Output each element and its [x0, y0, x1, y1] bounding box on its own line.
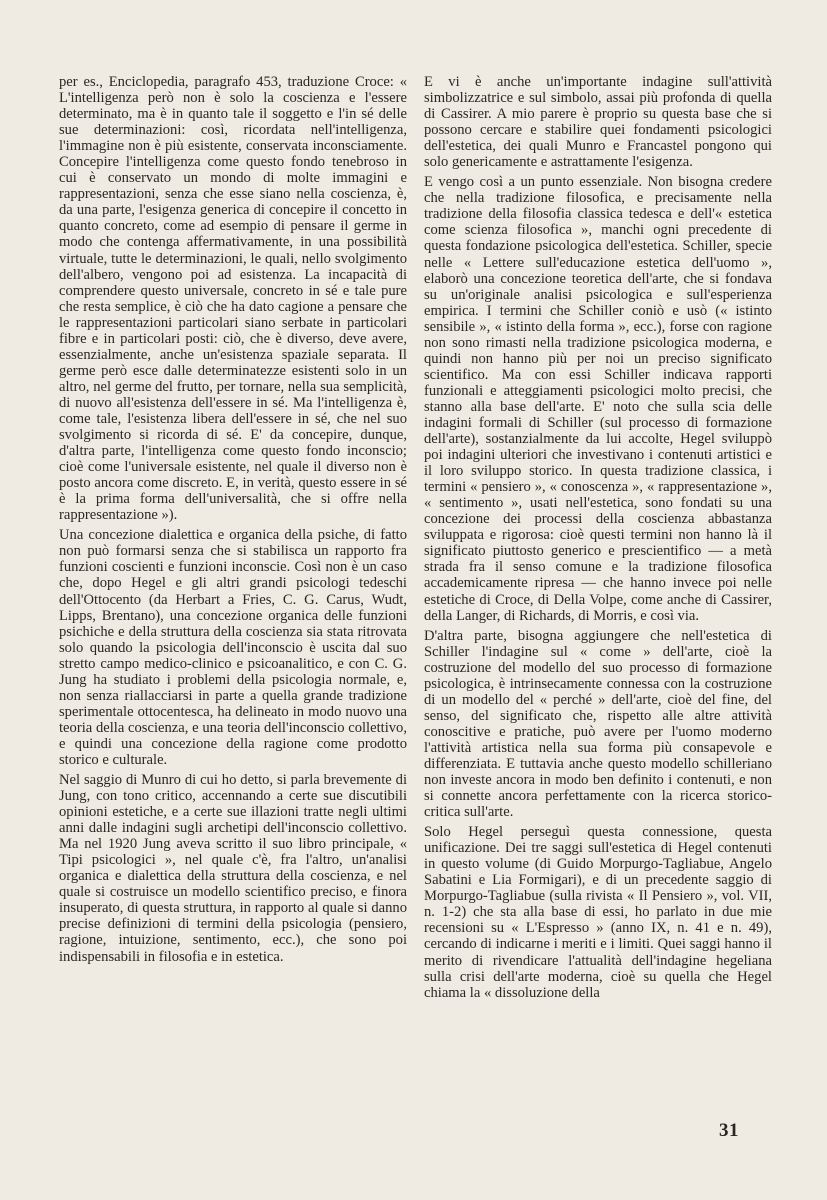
left-column	[59, 74, 407, 969]
right-column	[424, 74, 772, 1005]
right-paragraph-4: Solo Hegel perseguì questa connessione, questa unificazione. Dei tre saggi sull'estetica di Hegel contenuti in questo volume (di Guido Morpurgo-Tagliabue, Angelo Sabatini e Lia Formigari), e di un precedente saggio di Morpurgo-Tagliabue (sulla rivista « Il Pensiero », vol. VII, n. 1-2) che sta alla base di essi, ho parlato in due mie recensioni su « L'Espresso » (anno IX, n. 41 e n. 49), cercando di indicarne i meriti e i limiti. Quei saggi hanno il merito di rivendicare l'attualità dell'indagine hegeliana sulla crisi dell'arte moderna, cioè su quella che Hegel chiama la « dissoluzione della	[424, 824, 772, 1001]
right-paragraph-1: E vi è anche un'importante indagine sull'attività simbolizzatrice e sul simbolo, assai più profonda di quella di Cassirer. A mio parere è proprio su questa base che si possono cercare e stabilire quei fondamenti psicologici dell'estetica, dei quali Munro e Francastel pongono qui solo genericamente e astrattamente l'esigenza.	[424, 74, 772, 171]
page-number: 31	[719, 1120, 739, 1141]
left-paragraph-3: Nel saggio di Munro di cui ho detto, si parla brevemente di Jung, con tono critico, accennando a certe sue discutibili opinioni estetiche, e a certe sue illazioni tratte negli ultimi anni dalle indagini sugli archetipi dell'inconscio collettivo. Ma nel 1920 Jung aveva scritto il suo libro principale, « Tipi psicologici », nel quale c'è, fra l'altro, un'analisi organica e dialettica della struttura della coscienza, e nel quale si costruisce un modello scientifico preciso, e finora insuperato, di questa struttura, in rapporto al quale si danno precise definizioni di termini della psicologia (pensiero, ragione, intuizione, sentimento, ecc.), che sono poi indispensabili in filosofia e in estetica.	[59, 772, 407, 965]
left-paragraph-1: per es., Enciclopedia, paragrafo 453, traduzione Croce: « L'intelligenza però non è solo la coscienza e l'essere determinato, ma è in quanto tale il soggetto e l'in sé delle sue determinazioni: così, ricordata nell'intelligenza, l'immagine non è più esistente, conservata inconsciamente. Concepire l'intelligenza come questo fondo tenebroso in cui è conservato un mondo di molte immagini e rappresentazioni, senza che esse siano nella coscienza, è, da una parte, l'esigenza generica di concepire il concetto in quanto concreto, come ad esempio di pensare il germe in modo che contenga affermativamente, in una possibilità virtuale, tutte le determinazioni, le quali, nello svolgimento dell'albero, vengono poi ad esistenza. La incapacità di comprendere questo universale, concreto in sé e tale pure che resta semplice, è ciò che ha dato cagione a pensare che le rappresentazioni particolari siano serbate in particolari fibre e in particolari posti: ciò, che è diverso, deve avere, essenzialmente, anche un'esistenza spaziale separata. Il germe però esce dalle determinatezze esistenti solo in un altro, nel germe del frutto, per tornare, nella sua semplicità, di nuovo all'esistenza dell'essere in sé. Ma l'intelligenza è, come tale, l'esistenza libera dell'essere in sé, che nel suo svolgimento si ricorda di sé. E' da concepire, dunque, d'altra parte, l'intelligenza come questo fondo inconscio; cioè come l'universale esistente, nel quale il diverso non è posto ancora come discreto. E, in verità, questo essere in sé è la prima forma dell'universalità, che si offre nella rappresentazione »).	[59, 74, 407, 524]
right-paragraph-2: E vengo così a un punto essenziale. Non bisogna credere che nella tradizione filosofica, e precisamente nella tradizione della filosofia classica tedesca e dell'« estetica come scienza filosofica », manchi ogni precedente di questa fondazione psicologica dell'estetica. Schiller, specie nelle « Lettere sull'educazione estetica dell'uomo », elaborò una concezione teoretica dell'arte, che si fondava su un'originale analisi psicologica e sull'esperienza empirica. I termini che Schiller coniò e usò (« istinto sensibile », « istinto della forma », ecc.), forse con ragione non sono rimasti nella tradizione psicologica moderna, e quindi non hanno più per noi un preciso significato scientifico. Ma con essi Schiller indicava rapporti funzionali e atteggiamenti psicologici molto precisi, che stanno alla base dell'arte. E' noto che sulla scia delle indagini formali di Schiller (sul processo di formazione dell'arte), sostanzialmente da lui accolte, Hegel sviluppò poi indagini ulteriori che investivano i contenuti artistici e il loro sviluppo storico. In questa tradizione classica, i termini « pensiero », « conoscenza », « rappresentazione », « sentimento », usati nell'estetica, sono fondati su una concezione dei processi della coscienza abbastanza sviluppata e rigorosa: cioè questi termini non hanno là il significato piuttosto generico e prescientifico — a metà strada fra il senso comune e la tradizione filosofica accademicamente ripresa — che hanno invece poi nelle estetiche di Croce, di Della Volpe, come anche di Cassirer, della Langer, di Richards, di Morris, e così via.	[424, 174, 772, 624]
right-paragraph-3: D'altra parte, bisogna aggiungere che nell'estetica di Schiller l'indagine sul « come » dell'arte, cioè la costruzione del modello del suo processo di formazione psicologica, è intrinsecamente connessa con la costruzione di un modello del « perché » dell'arte, cioè del fine, del senso, del significato che, rispetto alle altre attività conoscitive e pratiche, può avere per l'uomo moderno l'attività artistica nella sua forma più consapevole e differenziata. E tuttavia anche questo modello schilleriano non investe ancora in modo ben definito i contenuti, e non si connette ancora perfettamente con la ricerca storico-critica sull'arte.	[424, 627, 772, 821]
left-paragraph-2: Una concezione dialettica e organica della psiche, di fatto non può formarsi senza che si stabilisca un rapporto fra funzioni coscienti e funzioni inconscie. Così non è un caso che, dopo Hegel e gli altri grandi psicologi tedeschi dell'Ottocento (da Herbart a Fries, C. G. Carus, Wudt, Lipps, Brentano), una concezione organica delle funzioni psichiche e della struttura della coscienza sia stata ritrovata solo quando la psicologia dell'inconscio è uscita dal suo stretto campo medico-clinico e psicoanalitico, e con C. G. Jung ha studiato i problemi della psicologia normale, e, non senza riallacciarsi in parte a quella grande tradizione sperimentale ottocentesca, ha delineato in modo nuovo una teoria della coscienza, e una teoria dell'inconscio collettivo, e quindi una concezione della ragione come prodotto storico e culturale.	[59, 527, 407, 768]
